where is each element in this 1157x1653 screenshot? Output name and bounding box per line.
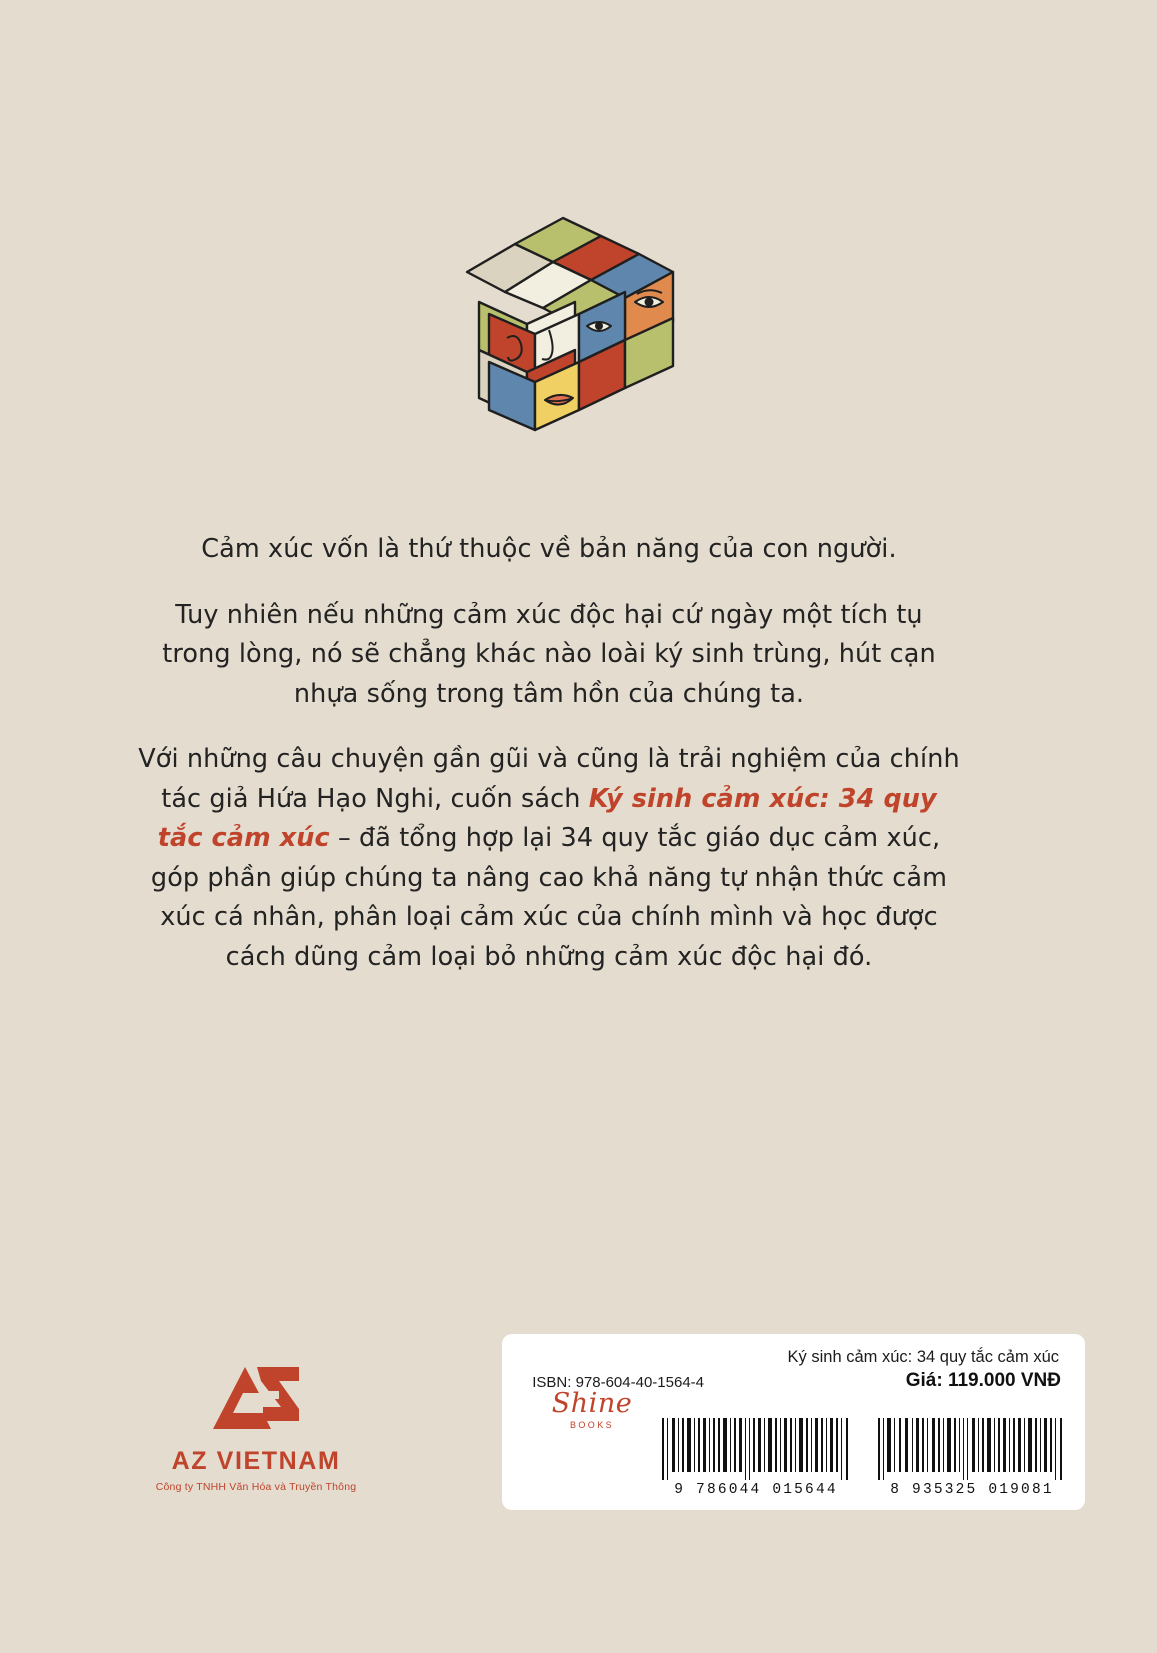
barcode-ean-number: 8 935325 019081	[890, 1482, 1054, 1498]
az-vietnam-logo-icon	[207, 1361, 305, 1435]
price-label: Giá: 119.000 VNĐ	[905, 1370, 1061, 1391]
book-title-emphasis: Ký sinh cảm xúc: 34 quy tắc cảm xúc	[157, 783, 937, 854]
blurb-p3-before: Với những câu chuyện gần gũi và cũng là trải nghiệm của chính tác giả Hứa Hạo Nghi, cuốn sách	[138, 744, 960, 814]
blurb-p3-after: – đã tổng hợp lại 34 quy tắc giáo dục cảm xúc, góp phần giúp chúng ta nâng cao khả năng tự nhận thức cảm xúc cá nhân, phân loại cảm xúc của chính mình và học được cách dũng cảm loại bỏ những cảm xúc độc hại đó.	[150, 823, 948, 972]
barcode-ean	[874, 1418, 1070, 1498]
shine-sub-label: BOOKS	[569, 1420, 614, 1430]
publisher-subtitle: Công ty TNHH Văn Hóa và Truyền Thông	[155, 1481, 357, 1493]
shine-books-logo	[532, 1388, 652, 1430]
barcode-isbn	[658, 1418, 854, 1498]
barcode-ean-bars	[874, 1418, 1070, 1480]
shine-wordmark: Shine	[551, 1388, 633, 1419]
panel-price-col	[714, 1370, 1065, 1392]
panel-book-title: Ký sinh cảm xúc: 34 quy tắc cảm xúc	[787, 1348, 1059, 1366]
barcode-isbn-bars	[658, 1418, 854, 1480]
isbn-label: ISBN: 978-604-40-1564-4	[532, 1374, 704, 1391]
rubiks-cube-face-illustration	[449, 210, 709, 450]
blurb-line-2: Tuy nhiên nếu những cảm xúc độc hại cứ ngày một tích tụ trong lòng, nó sẽ chẳng khác nào loài ký sinh trùng, hút cạn nhựa sống trong tâm hồn của chúng ta.	[162, 599, 936, 709]
publisher-name: AZ VIETNAM	[171, 1447, 341, 1475]
barcode-isbn-number: 9 786044 015644	[674, 1482, 838, 1498]
barcode-panel	[502, 1334, 1085, 1510]
barcodes-row	[658, 1418, 1070, 1498]
back-cover-blurb	[138, 530, 960, 977]
cube-illustration-wrap	[0, 210, 1157, 450]
publisher-block	[126, 1361, 386, 1493]
blurb-line-1: Cảm xúc vốn là thứ thuộc về bản năng của con người.	[201, 534, 897, 564]
blurb-paragraph-3	[138, 740, 960, 977]
barcode-panel-header	[524, 1348, 1065, 1367]
